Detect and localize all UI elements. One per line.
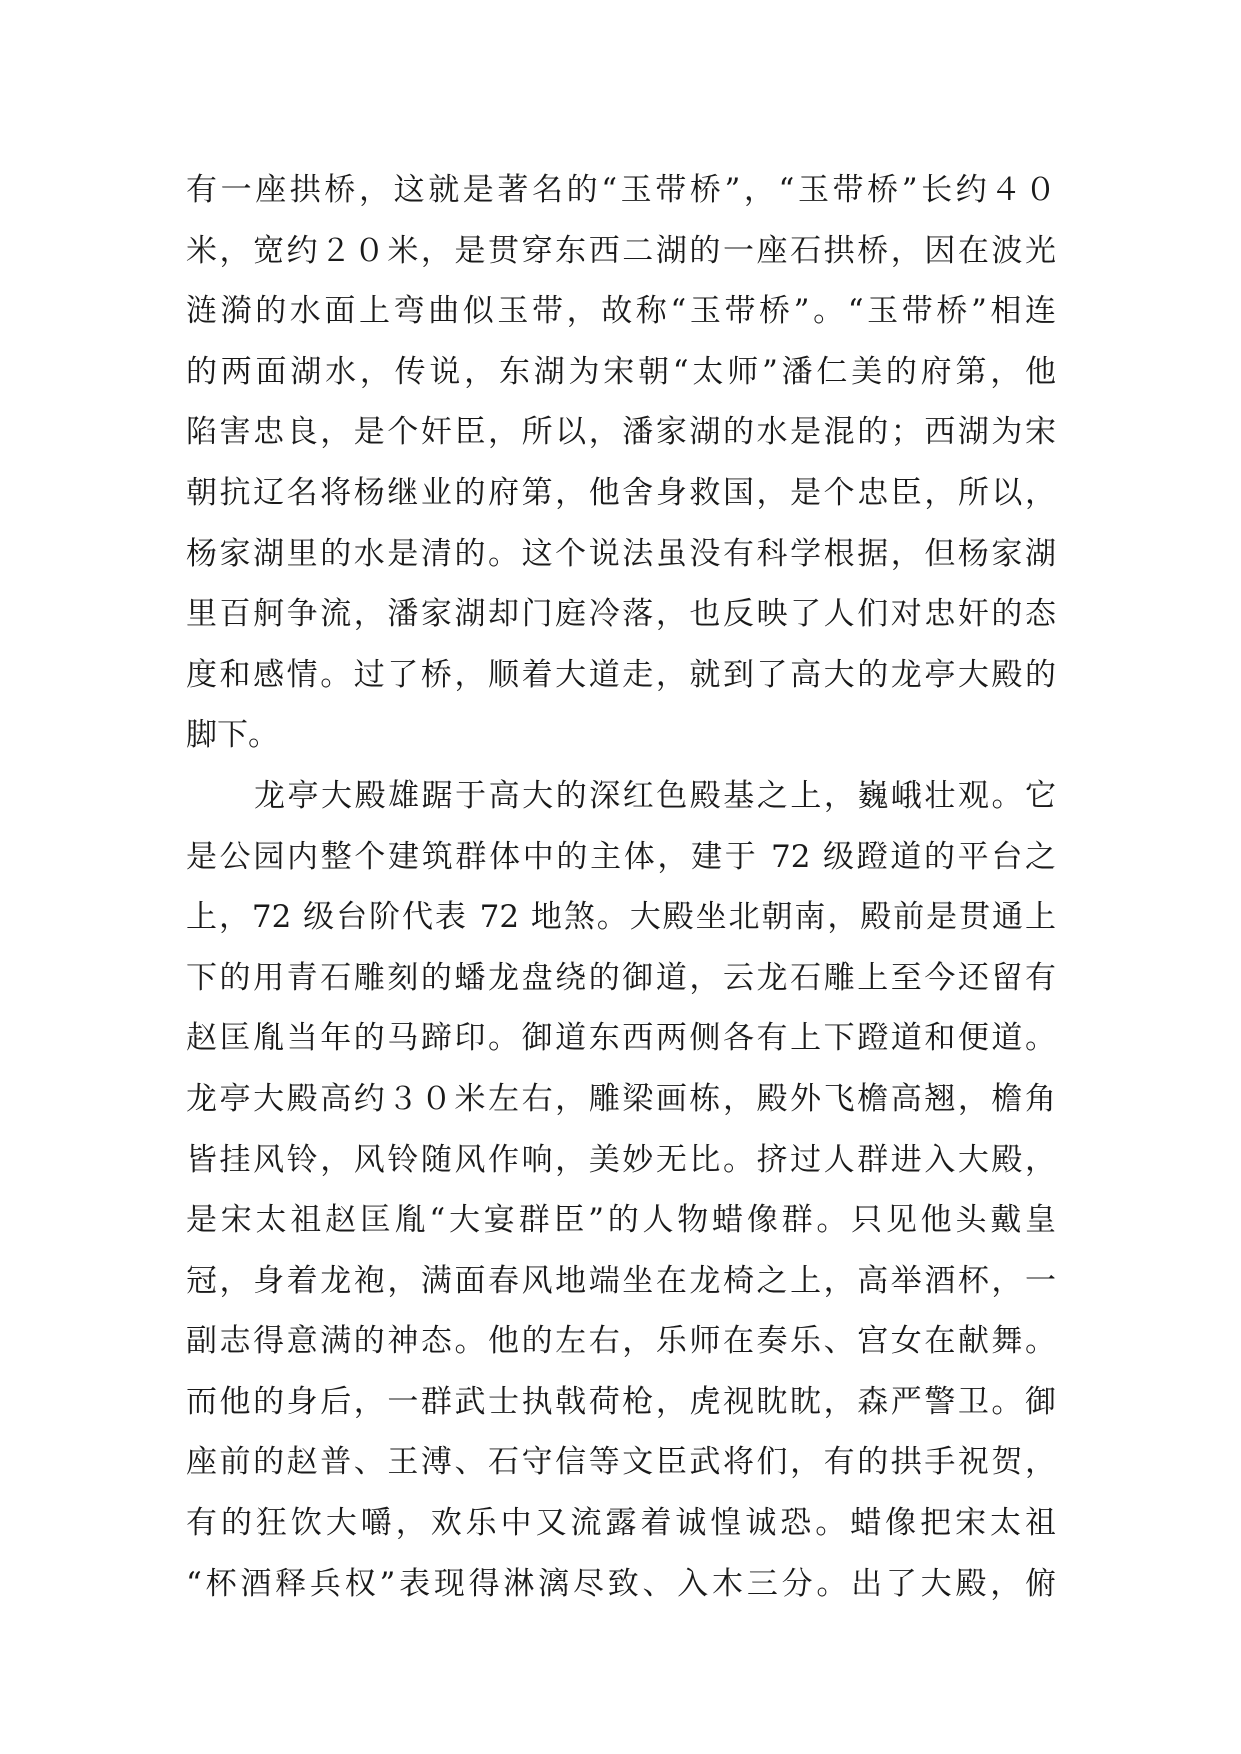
text-line: 有一座拱桥，这就是著名的“玉带桥”，“玉带桥”长约４０ [186,172,1056,208]
text-line: 上，72 级台阶代表 72 地煞。大殿坐北朝南，殿前是贯通上 [186,899,1056,936]
text-line: 下的用青石雕刻的蟠龙盘绕的御道，云龙石雕上至今还留有 [186,959,1056,996]
text-line: 赵匡胤当年的马蹄印。御道东西两侧各有上下蹬道和便道。 [186,1020,1056,1057]
text-line: 座前的赵普、王溥、石守信等文臣武将们，有的拱手祝贺， [186,1444,1056,1481]
text-line: 是宋太祖赵匡胤“大宴群臣”的人物蜡像群。只见他头戴皇 [186,1202,1056,1239]
text-line: 度和感情。过了桥，顺着大道走，就到了高大的龙亭大殿的 [186,656,1056,693]
text-line: 的两面湖水，传说，东湖为宋朝“太师”潘仁美的府第，他 [186,353,1056,390]
text-line: 有的狂饮大嚼，欢乐中又流露着诚惶诚恐。蜡像把宋太祖 [186,1505,1056,1542]
text-line: 冠，身着龙袍，满面春风地端坐在龙椅之上，高举酒杯，一 [186,1262,1056,1299]
text-line: 脚下。 [186,717,279,754]
text-line: “杯酒释兵权”表现得淋漓尽致、入木三分。出了大殿，俯 [186,1565,1056,1602]
text-line: 龙亭大殿高约３０米左右，雕梁画栋，殿外飞檐高翘，檐角 [186,1080,1056,1117]
text-line: 皆挂风铃，风铃随风作响，美妙无比。挤过人群进入大殿， [186,1141,1056,1178]
body-text [186,160,1056,1614]
text-line: 米，宽约２０米，是贯穿东西二湖的一座石拱桥，因在波光 [186,232,1056,269]
text-line: 而他的身后，一群武士执戟荷枪，虎视眈眈，森严警卫。御 [186,1383,1056,1420]
text-line: 杨家湖里的水是清的。这个说法虽没有科学根据，但杨家湖 [186,535,1056,572]
text-line: 朝抗辽名将杨继业的府第，他舍身救国，是个忠臣，所以， [186,474,1056,511]
text-line: 涟漪的水面上弯曲似玉带，故称“玉带桥”。“玉带桥”相连 [186,293,1056,330]
paragraph-start-line: 龙亭大殿雄踞于高大的深红色殿基之上，巍峨壮观。它 [254,777,1056,814]
text-line: 里百舸争流，潘家湖却门庭冷落，也反映了人们对忠奸的态 [186,596,1056,633]
text-line: 陷害忠良，是个奸臣，所以，潘家湖的水是混的；西湖为宋 [186,414,1056,451]
text-line: 副志得意满的神态。他的左右，乐师在奏乐、宫女在献舞。 [186,1323,1056,1360]
text-line: 是公园内整个建筑群体中的主体，建于 72 级蹬道的平台之 [186,838,1056,875]
